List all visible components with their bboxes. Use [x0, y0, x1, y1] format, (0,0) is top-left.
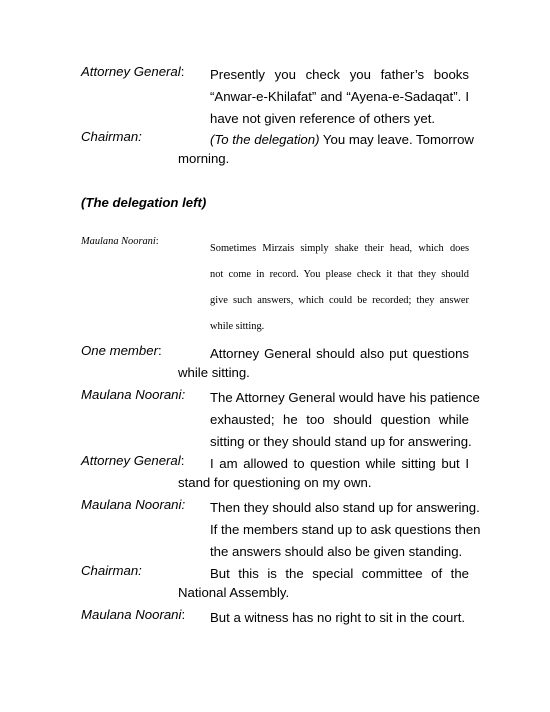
- speech-line: not come in record. You please check it that they should: [210, 269, 469, 280]
- speech-continuation: morning.: [178, 151, 230, 166]
- speaker-label: Chairman:: [81, 563, 142, 578]
- speech-text: [210, 64, 469, 130]
- speech-line: If the members stand up to ask questions then: [210, 522, 481, 537]
- speech-line: give such answers, which could be recorded; they answer: [210, 295, 469, 306]
- speaker-label: Attorney General:: [81, 64, 185, 79]
- speech-continuation: while sitting.: [178, 365, 250, 380]
- speech-line: (To the delegation) You may leave. Tomorrow: [210, 132, 474, 147]
- speech-text: [210, 343, 469, 365]
- speech-line: Sometimes Mirzais simply shake their head, which does: [210, 243, 469, 254]
- speaker-label: Maulana Noorani:: [81, 387, 186, 402]
- speech-continuation: National Assembly.: [178, 585, 290, 600]
- speech-line: exhausted; he too should question while: [210, 412, 469, 427]
- speech-text: [210, 453, 469, 475]
- speech-continuation: stand for questioning on my own.: [178, 475, 372, 490]
- speech-text: [210, 387, 480, 453]
- speech-text: [210, 497, 481, 563]
- speech-text: [210, 236, 469, 340]
- speech-line: But a witness has no right to sit in the court.: [210, 610, 466, 625]
- speech-line: But this is the special committee of the: [210, 566, 469, 581]
- speech-line: have not given reference of others yet.: [210, 111, 436, 126]
- speech-line: “Anwar-e-Khilafat” and “Ayena-e-Sadaqat”. I: [210, 89, 469, 104]
- speaker-label: Maulana Noorani:: [81, 236, 159, 247]
- speech-text: [210, 129, 474, 151]
- speech-line: Attorney General should also put questions: [210, 346, 469, 361]
- speech-text: [210, 607, 469, 629]
- speaker-label: Attorney General:: [81, 453, 185, 468]
- speech-line: while sitting.: [210, 321, 265, 332]
- speech-line: The Attorney General would have his patience: [210, 390, 480, 405]
- speech-line: sitting or they should stand up for answering.: [210, 434, 472, 449]
- speaker-label: Maulana Noorani:: [81, 607, 186, 622]
- speech-line: Then they should also stand up for answering.: [210, 500, 480, 515]
- stage-direction: (To the delegation): [210, 132, 320, 147]
- speech-text: [210, 563, 469, 585]
- speech-line: Presently you check you father’s books: [210, 67, 469, 82]
- speaker-label: One member:: [81, 343, 162, 358]
- speaker-label: Chairman:: [81, 129, 142, 144]
- speaker-label: Maulana Noorani:: [81, 497, 186, 512]
- section-heading: (The delegation left): [81, 195, 207, 210]
- speech-line: the answers should also be given standing.: [210, 544, 463, 559]
- speech-line: I am allowed to question while sitting but I: [210, 456, 469, 471]
